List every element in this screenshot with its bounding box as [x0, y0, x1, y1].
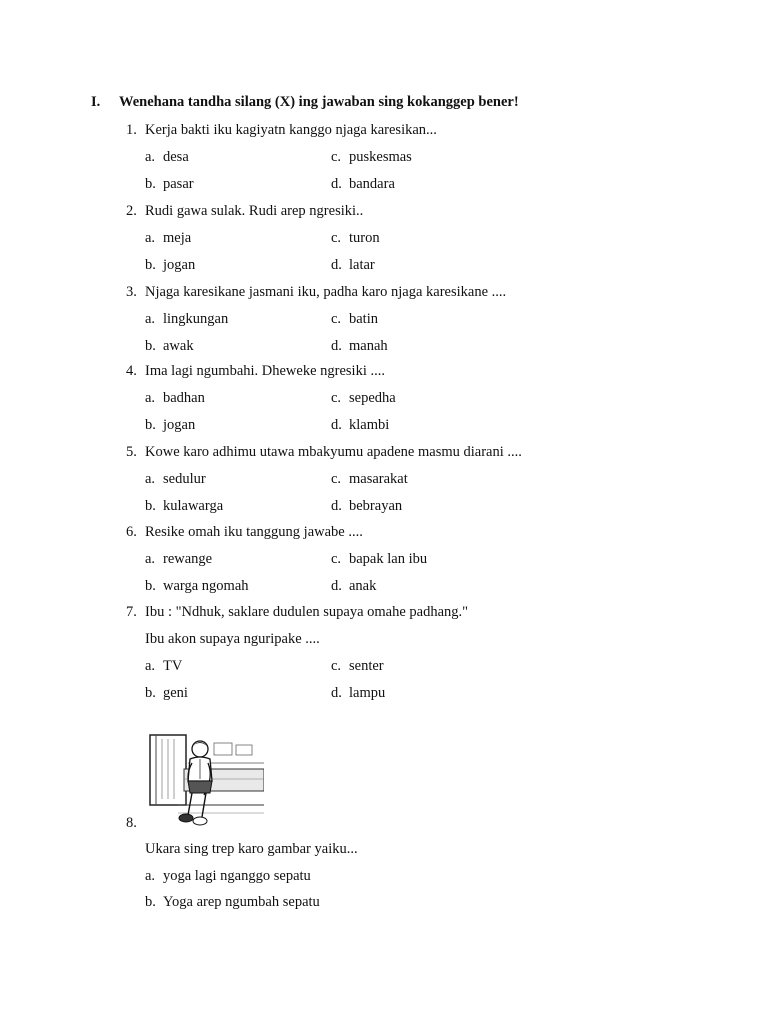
option-text: batin	[349, 311, 378, 327]
question-2-option-b[interactable]	[145, 256, 195, 274]
question-4-number: 4.	[126, 363, 137, 379]
question-4-option-d[interactable]	[331, 416, 389, 434]
question-5-option-d[interactable]	[331, 497, 402, 515]
option-text: bandara	[349, 176, 395, 192]
option-letter: d.	[331, 257, 342, 273]
boy-wearing-shoes-illustration	[148, 733, 264, 827]
option-letter: c.	[331, 311, 342, 327]
option-letter: d.	[331, 685, 342, 701]
question-6-option-a[interactable]	[145, 550, 212, 568]
question-6-number: 6.	[126, 524, 137, 540]
question-1-option-c[interactable]	[331, 148, 412, 166]
option-text: yoga lagi nganggo sepatu	[163, 868, 311, 884]
question-7-text: Ibu : "Ndhuk, saklare dudulen supaya omahe padhang."	[145, 604, 469, 620]
question-2-option-d[interactable]	[331, 256, 375, 274]
question-4-option-c[interactable]	[331, 389, 396, 407]
question-7-number: 7.	[126, 604, 137, 620]
option-text: TV	[163, 658, 183, 674]
question-3-option-d[interactable]	[331, 337, 388, 355]
option-letter: b.	[145, 685, 156, 701]
question-6-option-b[interactable]	[145, 577, 249, 595]
question-3-option-b[interactable]	[145, 337, 194, 355]
question-6-text: Resike omah iku tanggung jawabe ....	[145, 524, 363, 540]
option-letter: b.	[145, 257, 156, 273]
option-letter: a.	[145, 311, 156, 327]
option-letter: a.	[145, 551, 156, 567]
option-letter: d.	[331, 338, 342, 354]
option-letter: b.	[145, 338, 156, 354]
question-1-option-a[interactable]	[145, 148, 189, 166]
option-letter: c.	[331, 230, 342, 246]
option-letter: d.	[331, 417, 342, 433]
option-text: Yoga arep ngumbah sepatu	[163, 894, 320, 910]
option-letter: c.	[331, 149, 342, 165]
option-letter: a.	[145, 390, 156, 406]
option-letter: c.	[331, 551, 342, 567]
option-text: manah	[349, 338, 388, 354]
option-text: warga ngomah	[163, 578, 249, 594]
question-6-option-c[interactable]	[331, 550, 427, 568]
question-1-number: 1.	[126, 122, 137, 138]
option-text: jogan	[163, 417, 196, 433]
option-letter: a.	[145, 868, 156, 884]
option-letter: b.	[145, 894, 156, 910]
option-text: bapak lan ibu	[349, 551, 428, 567]
option-letter: d.	[331, 578, 342, 594]
option-text: desa	[163, 149, 189, 165]
question-1-option-d[interactable]	[331, 175, 395, 193]
option-letter: d.	[331, 498, 342, 514]
option-letter: a.	[145, 149, 156, 165]
question-7-text: Ibu akon supaya nguripake ....	[145, 631, 320, 647]
question-8-option-b[interactable]	[145, 893, 320, 911]
option-letter: c.	[331, 390, 342, 406]
option-text: senter	[349, 658, 384, 674]
option-letter: c.	[331, 471, 342, 487]
option-text: turon	[349, 230, 380, 246]
question-2-text: Rudi gawa sulak. Rudi arep ngresiki..	[145, 203, 364, 219]
question-7-option-d[interactable]	[331, 684, 385, 702]
option-text: lampu	[349, 685, 386, 701]
question-5-text: Kowe karo adhimu utawa mbakyumu apadene masmu diarani ....	[145, 444, 522, 460]
question-2-option-c[interactable]	[331, 229, 380, 247]
option-letter: b.	[145, 417, 156, 433]
option-text: sedulur	[163, 471, 206, 487]
question-3-number: 3.	[126, 284, 137, 300]
question-7-option-c[interactable]	[331, 657, 384, 675]
question-2-number: 2.	[126, 203, 137, 219]
option-text: latar	[349, 257, 375, 273]
option-text: anak	[349, 578, 377, 594]
question-1-text: Kerja bakti iku kagiyatn kanggo njaga karesikan...	[145, 122, 437, 138]
option-letter: c.	[331, 658, 342, 674]
option-letter: b.	[145, 176, 156, 192]
question-2-option-a[interactable]	[145, 229, 191, 247]
question-8-number: 8.	[126, 815, 137, 831]
option-text: lingkungan	[163, 311, 229, 327]
option-text: badhan	[163, 390, 205, 406]
section-instruction: Wenehana tandha silang (X) ing jawaban sing kokanggep bener!	[119, 94, 519, 110]
question-4-option-a[interactable]	[145, 389, 205, 407]
option-text: awak	[163, 338, 194, 354]
option-letter: a.	[145, 658, 156, 674]
option-letter: b.	[145, 498, 156, 514]
question-8-text: Ukara sing trep karo gambar yaiku...	[145, 841, 358, 857]
question-7-option-b[interactable]	[145, 684, 188, 702]
question-5-option-c[interactable]	[331, 470, 408, 488]
question-1-option-b[interactable]	[145, 175, 194, 193]
option-text: klambi	[349, 417, 390, 433]
section-number: I.	[91, 94, 101, 110]
question-4-text: Ima lagi ngumbahi. Dheweke ngresiki ....	[145, 363, 385, 379]
question-3-text: Njaga karesikane jasmani iku, padha karo njaga karesikane ....	[145, 284, 507, 300]
option-text: masarakat	[349, 471, 408, 487]
option-text: geni	[163, 685, 188, 701]
question-3-option-a[interactable]	[145, 310, 228, 328]
option-text: meja	[163, 230, 192, 246]
option-letter: b.	[145, 578, 156, 594]
option-text: bebrayan	[349, 498, 403, 514]
question-5-option-a[interactable]	[145, 470, 206, 488]
question-5-option-b[interactable]	[145, 497, 223, 515]
question-4-option-b[interactable]	[145, 416, 195, 434]
option-text: sepedha	[349, 390, 396, 406]
question-6-option-d[interactable]	[331, 577, 376, 595]
question-5-number: 5.	[126, 444, 137, 460]
option-letter: d.	[331, 176, 342, 192]
option-letter: a.	[145, 230, 156, 246]
option-text: kulawarga	[163, 498, 224, 514]
question-7-option-a[interactable]	[145, 657, 182, 675]
option-text: puskesmas	[349, 149, 412, 165]
question-8-option-a[interactable]	[145, 867, 311, 885]
option-text: rewange	[163, 551, 213, 567]
option-letter: a.	[145, 471, 156, 487]
option-text: pasar	[163, 176, 194, 192]
option-text: jogan	[163, 257, 196, 273]
question-3-option-c[interactable]	[331, 310, 378, 328]
